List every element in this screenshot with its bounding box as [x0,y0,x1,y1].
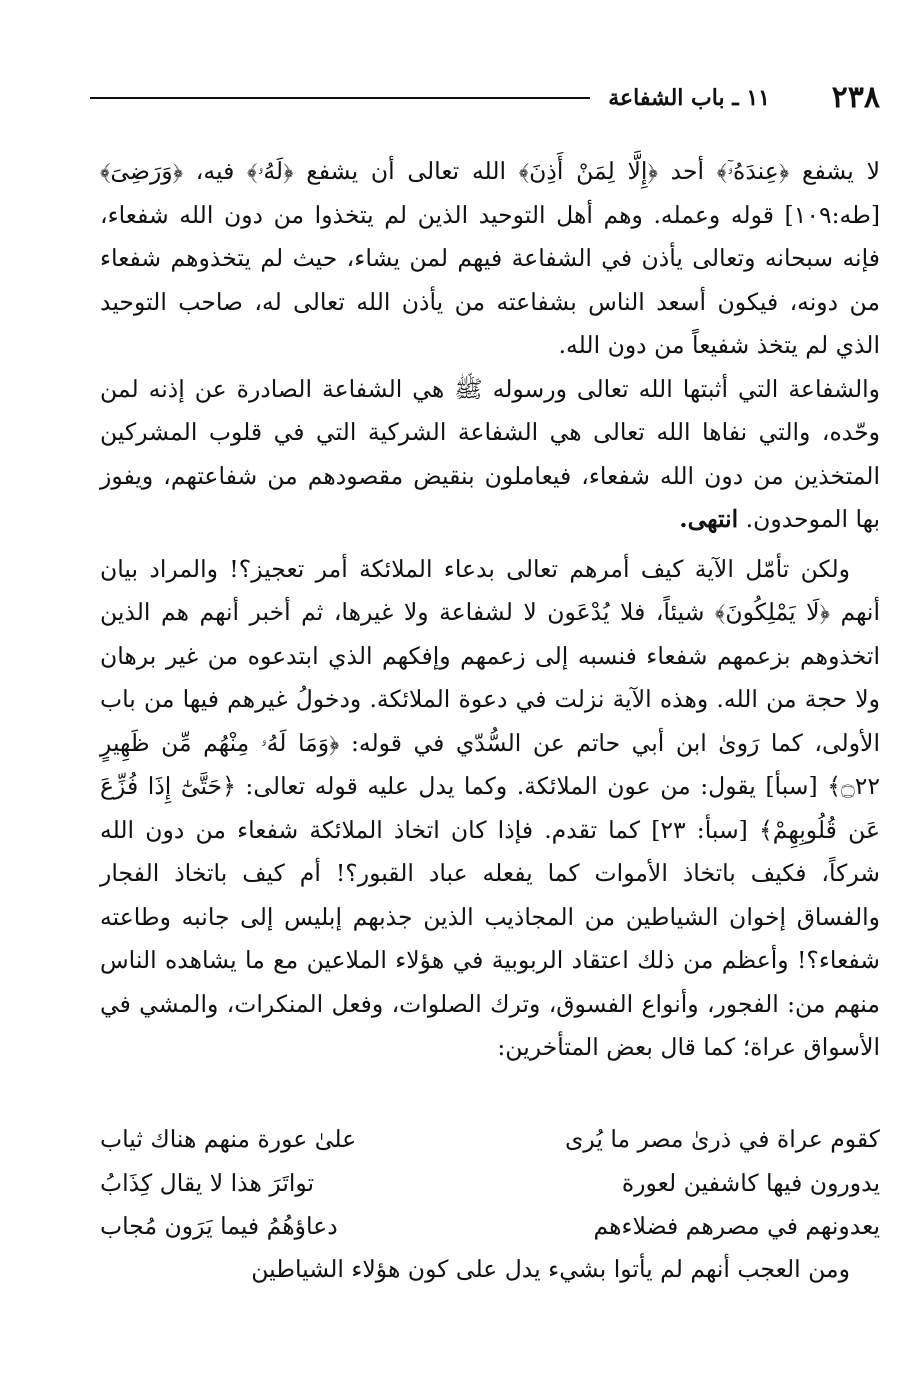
page-number: ٢٣٨ [831,80,880,115]
chapter-title: ١١ ـ باب الشفاعة [608,85,770,111]
verse-second-hemistich: علىٰ عورة منهم هناك ثياب [100,1125,357,1153]
body-text [100,150,880,1070]
closing-line: ومن العجب أنهم لم يأتوا بشيء يدل على كون هؤلاء الشياطين [251,1255,850,1283]
verse-first-hemistich: كقوم عراة في ذرىٰ مصر ما يُرى [564,1125,880,1153]
header-rule [90,97,590,99]
paragraph-2 [100,368,880,542]
verse-second-hemistich: دعاؤهُمُ فيما يَرَون مُجاب [100,1212,338,1240]
paragraph-2-text: والشفاعة التي أثبتها الله تعالى ورسوله ﷺ هي الشفاعة الصادرة عن إذنه لمن وحّده، والتي نفاها الله تعالى هي الشفاعة الشركية التي في قلوب المشركين المتخذين من دون الله شفعاء، فيعاملون بنقيض مقصودهم من شفاعتهم، ويفوز بها الموحدون. [100,374,880,533]
paragraph-1: لا يشفع ﴿عِندَهُۥٓ﴾ أحد ﴿إِلَّا لِمَنْ أَذِنَ﴾ الله تعالى أن يشفع ﴿لَهُۥ﴾ فيه، ﴿وَرَضِىَ﴾ [طه:١٠٩] قوله وعمله. وهم أهل التوحيد الذين لم يتخذوا من دون الله شفعاء، فإنه سبحانه وتعالى يأذن في الشفاعة فيهم لمن يشاء، حيث لم يتخذوهم شفعاء من دونه، فيكون أسعد الناس بشفاعته من يأذن الله تعالى له، صاحب التوحيد الذي لم يتخذ شفيعاً من دون الله. [100,157,880,359]
verse-row [100,1162,880,1206]
verse-row [100,1205,880,1249]
paragraph-2-end: انتهى. [679,505,739,533]
verse-first-hemistich: يعدونهم في مصرهم فضلاءهم [593,1212,880,1240]
verse-row [100,1118,880,1162]
paragraph-3: ولكن تأمّل الآية كيف أمرهم تعالى بدعاء الملائكة أمر تعجيز؟! والمراد بيان أنهم ﴿لَا يَمْلِكُونَ﴾ شيئاً، فلا يُدْعَون لا لشفاعة ولا غيرها، ثم أخبر أنهم هم الذين اتخذوهم بزعمهم شفعاء فنسبه إلى زعمهم وإفكهم الذي ابتدعوه من غير برهان ولا حجة من الله. وهذه الآية نزلت في دعوة الملائكة. ودخولُ غيرهم فيها من باب الأولى، كما رَوىٰ ابن أبي حاتم عن السُّدّي في قوله: ﴿وَمَا لَهُۥ مِنْهُم مِّن ظَهِيرٍ ۝٢٢﴾ [سبأ] يقول: من عون الملائكة. وكما يدل عليه قوله تعالى: ﴿حَتَّىٰٓ إِذَا فُزِّعَ عَن قُلُوبِهِمْ﴾ [سبأ: ٢٣] كما تقدم. فإذا كان اتخاذ الملائكة شفعاء من دون الله شركاً، فكيف باتخاذ الأموات كما يفعله عباد القبور؟! أم كيف باتخاذ الفجار والفساق إخوان الشياطين من المجاذيب الذين جذبهم إبليس إلى جانبه وطاعته شفعاء؟! وأعظم من ذلك اعتقاد الربوبية في هؤلاء الملاعين مع ما يشاهده الناس منهم من: الفجور، وأنواع الفسوق، وترك الصلوات، وفعل المنكرات، والمشي في الأسواق عراة؛ كما قال بعض المتأخرين: [100,554,880,1061]
verse-second-hemistich: تواتَرَ هذا لا يقال كِذَابُ [100,1168,315,1197]
verse-first-hemistich: يدورون فيها كاشفين لعورة [621,1168,880,1197]
poem-verses [100,1118,880,1249]
page-header [90,78,880,118]
